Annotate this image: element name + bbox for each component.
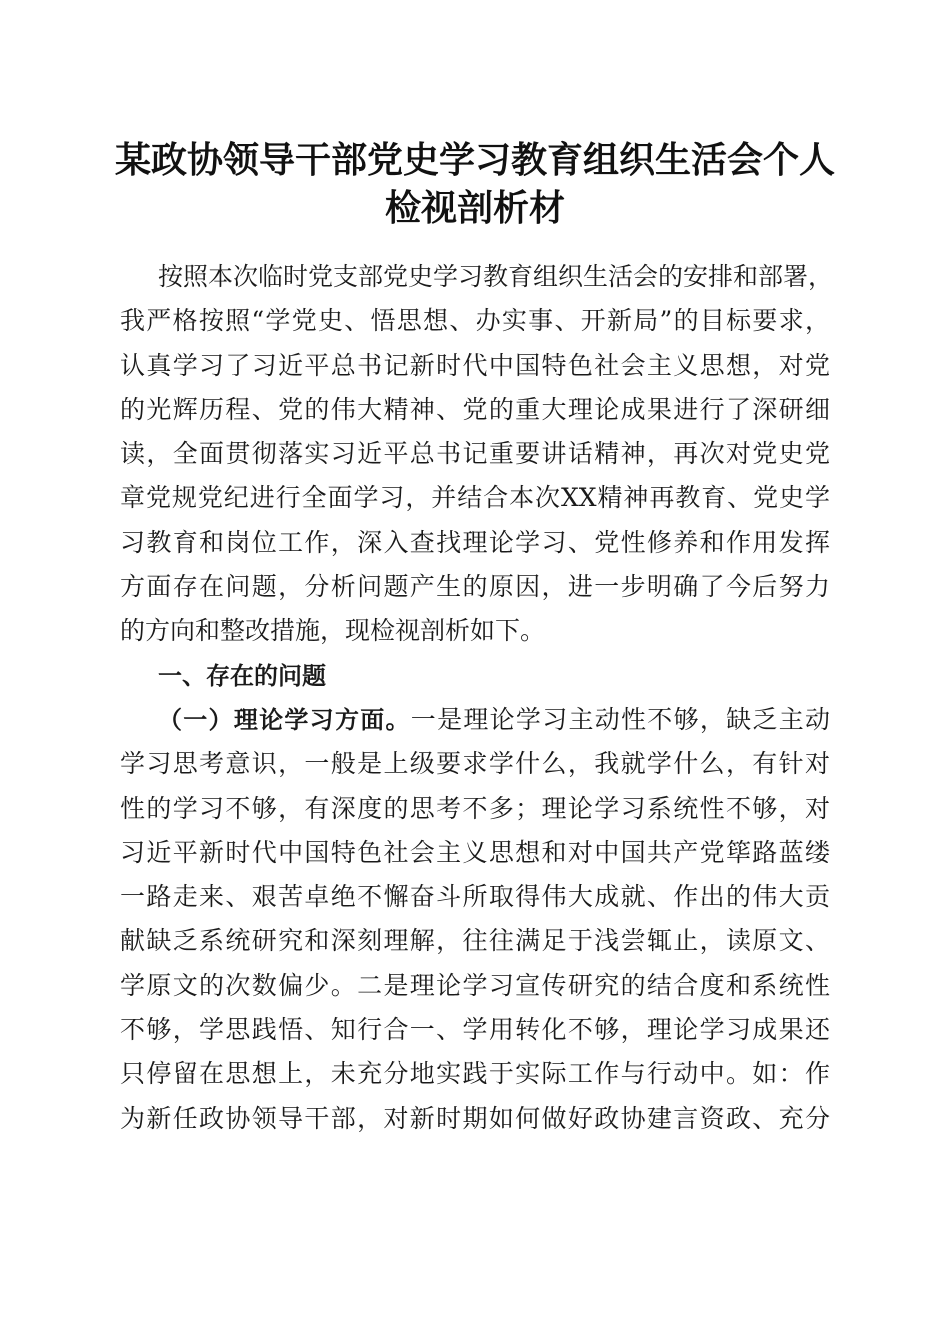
title-line-2: 检视剖析材 (384, 187, 565, 229)
subsection-line: 学习思考意识，一般是上级要求学什么，我就学什么，有针对 (120, 749, 830, 779)
subsection-first-line-text: 一是理论学习主动性不够，缺乏主动 (410, 704, 830, 734)
intro-line: 认真学习了习近平总书记新时代中国特色社会主义思想，对党 (120, 350, 830, 380)
intro-line: 的方向和整改措施，现检视剖析如下。 (120, 616, 546, 646)
subsection-line: 为新任政协领导干部，对新时期如何做好政协建言资政、充分 (120, 1103, 830, 1133)
subsection-line: 不够，学思践悟、知行合一、学用转化不够，理论学习成果还 (120, 1015, 830, 1045)
subsection-line: 学原文的次数偏少。二是理论学习宣传研究的结合度和系统性 (120, 970, 830, 1000)
intro-line: 我严格按照“学党史、悟思想、办实事、开新局”的目标要求， (120, 306, 830, 336)
subsection-line: 只停留在思想上，未充分地实践于实际工作与行动中。如：作 (120, 1059, 830, 1089)
intro-line: 章党规党纪进行全面学习，并结合本次XX精神再教育、党史学 (120, 483, 830, 513)
subsection-heading: （一）理论学习方面。 (158, 705, 411, 734)
intro-line: 的光辉历程、党的伟大精神、党的重大理论成果进行了深研细 (120, 394, 830, 424)
subsection-line: 一路走来、艰苦卓绝不懈奋斗所取得伟大成就、作出的伟大贡 (120, 882, 830, 912)
title-line-1: 某政协领导干部党史学习教育组织生活会个人 (114, 139, 835, 181)
document-title (100, 136, 850, 232)
intro-line: 读，全面贯彻落实习近平总书记重要讲话精神，再次对党史党 (120, 439, 830, 469)
intro-line: 习教育和岗位工作，深入查找理论学习、党性修养和作用发挥 (120, 527, 830, 557)
subsection-first-line (120, 698, 830, 742)
intro-line: 按照本次临时党支部党史学习教育组织生活会的安排和部署， (158, 262, 834, 291)
subsection-line: 性的学习不够，有深度的思考不多；理论学习系统性不够，对 (120, 793, 830, 823)
subsection-line: 习近平新时代中国特色社会主义思想和对中国共产党筚路蓝缕 (120, 837, 830, 867)
section-heading: 一、存在的问题 (158, 661, 326, 690)
subsection-line: 献缺乏系统研究和深刻理解，往往满足于浅尝辄止，读原文、 (120, 926, 830, 956)
intro-line: 方面存在问题，分析问题产生的原因，进一步明确了今后努力 (120, 572, 830, 602)
document-body (120, 255, 834, 1141)
